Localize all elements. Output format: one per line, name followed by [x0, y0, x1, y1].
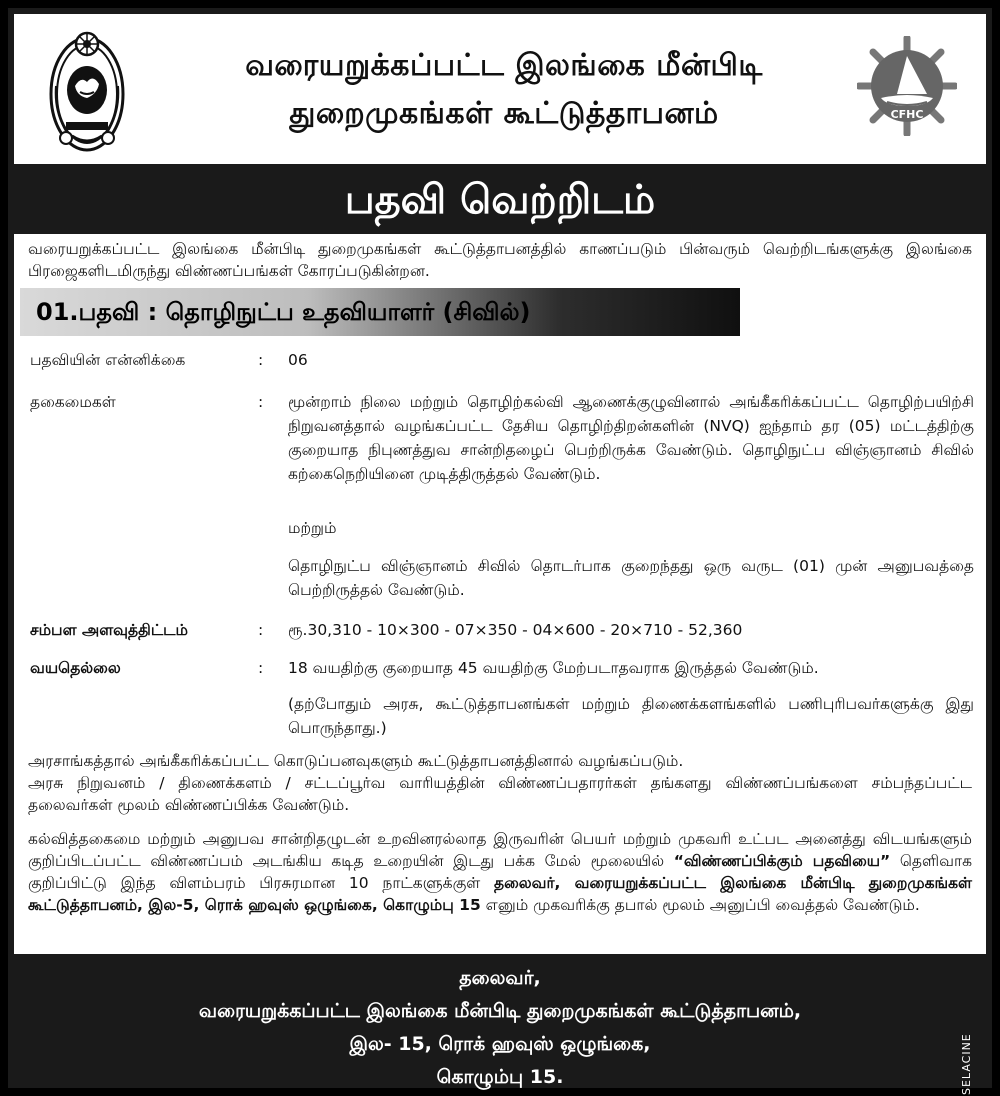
apply-bold-address: தலைவர், வரையறுக்கப்பட்ட இலங்கை மீன்பிடி துறைமுகங்கள் கூட்டுத்தாபனம், இல-5, ரொக் ஹவுஸ் ஒழுங்கை, கொழும்பு 15 [28, 874, 972, 914]
vacancy-title: பதவி வெற்றிடம் [344, 177, 656, 223]
org-title-line2: துறைமுகங்கள் கூட்டுத்தாபனம் [289, 96, 719, 131]
advertisement-body [14, 234, 986, 954]
colon: : [258, 659, 264, 677]
footer-line2: வரையறுக்கப்பட்ட இலங்கை மீன்பிடி துறைமுகங்கள் கூட்டுத்தாபனம், [198, 1000, 802, 1022]
qualifications-text: மூன்றாம் நிலை மற்றும் தொழிற்கல்வி ஆணைக்குழுவினால் அங்கீகரிக்கப்பட்ட தொழிற்பயிற்சி நிறுவனத்தால் வழங்கப்பட்ட தேசிய தொழிற்திறன்களின் (NVQ) ஐந்தாம் தர (05) மட்டத்திற்கு குறையாத நிபுணத்துவ சான்றிதழைப் பெற்றிருக்க வேண்டும். தொழிநுட்ப விஞ்ஞானம் சிவில் கற்கைநெறியினை முடித்திருத்தல் வேண்டும். [288, 393, 974, 483]
age-note: (தற்போதும் அரசு, கூட்டுத்தாபனங்கள் மற்றும் திணைக்களங்களில் பணிபுரிபவர்களுக்கு இது பொருந்தாது.) [288, 695, 974, 737]
government-applicants-note: அரசு நிறுவனம் / திணைக்களம் / சட்டப்பூர்வ வாரியத்தின் விண்ணப்பதாரர்கள் தங்களது விண்ணப்பங்களை சம்பந்தப்பட்ட தலைவர்கள் மூலம் விண்ணப்பிக்க வேண்டும். [28, 774, 972, 814]
and-word: மற்றும் [288, 519, 337, 537]
age-label: வயதெல்லை [30, 659, 121, 677]
salary-label: சம்பள அளவுத்திட்டம் [30, 621, 188, 639]
apply-bold-post: “விண்ணப்பிக்கும் பதவியை” [673, 852, 891, 870]
cfhc-logo-text: CFHC [890, 108, 924, 121]
allowance-note: அரசாங்கத்தால் அங்கீகரிக்கப்பட்ட கொடுப்பனவுகளும் கூட்டுத்தாபனத்தினால் வழங்கப்படும். [28, 752, 684, 770]
post-heading-bar [20, 288, 740, 336]
organisation-title [164, 42, 844, 138]
header-banner [14, 14, 986, 164]
footer-line1: தலைவர், [459, 967, 541, 989]
footer-address [0, 962, 1000, 1094]
apply-text-1: கல்வித்தகைமை மற்றும் அனுபவ சான்றிதழுடன் உறவினரல்லாத இருவரின் பெயர் மற்றும் முகவரி உட்பட அனைத்து விடயங்களும் குறிப்பிடப்பட்ட விண்ணப்பம் அடங்கிய கடித உறையின் இடது பக்க மேல் மூலையில் [28, 830, 972, 870]
intro-paragraph: வரையறுக்கப்பட்ட இலங்கை மீன்பிடி துறைமுகங்கள் கூட்டுத்தாபனத்தில் காணப்படும் பின்வரும் வெற்றிடங்களுக்கு இலங்கை பிரஜைகளிடமிருந்து விண்ணப்பங்கள் கோரப்படுகின்றன. [28, 240, 972, 280]
qualifications-label: தகைமைகள் [30, 393, 116, 411]
experience-text: தொழிநுட்ப விஞ்ஞானம் சிவில் தொடர்பாக குறைந்தது ஒரு வருட (01) முன் அனுபவத்தை பெற்றிருத்தல் வேண்டும். [288, 557, 974, 599]
publisher-brand: SELACINE [960, 1033, 973, 1095]
org-title-line1: வரையறுக்கப்பட்ட இலங்கை மீன்பிடி [245, 48, 763, 83]
cfhc-logo-icon [857, 36, 957, 136]
application-instructions [28, 828, 972, 916]
colon: : [258, 621, 264, 639]
colon: : [258, 393, 264, 411]
colon: : [258, 351, 264, 369]
age-value: 18 வயதிற்கு குறையாத 45 வயதிற்கு மேற்படாதவராக இருத்தல் வேண்டும். [288, 659, 819, 677]
post-heading: 01.பதவி : தொழிநுட்ப உதவியாளர் (சிவில்) [36, 298, 531, 326]
vacancies-value: 06 [288, 351, 308, 369]
vacancies-label: பதவியின் என்னிக்கை [30, 351, 186, 369]
footer-line3: இல- 15, ரொக் ஹவுஸ் ஒழுங்கை, [349, 1033, 651, 1055]
apply-text-3: எனும் முகவரிக்கு தபால் மூலம் அனுப்பி வைத்தல் வேண்டும். [480, 896, 920, 914]
apply-text-2: தெளிவாக குறிப்பிட்டு இந்த விளம்பரம் பிரசுரமான 10 நாட்களுக்குள் [28, 852, 972, 892]
salary-value: ரூ.30,310 - 10×300 - 07×350 - 04×600 - 20×710 - 52,360 [288, 621, 743, 639]
government-emblem-icon [48, 26, 126, 154]
footer-line4: கொழும்பு 15. [436, 1066, 564, 1088]
